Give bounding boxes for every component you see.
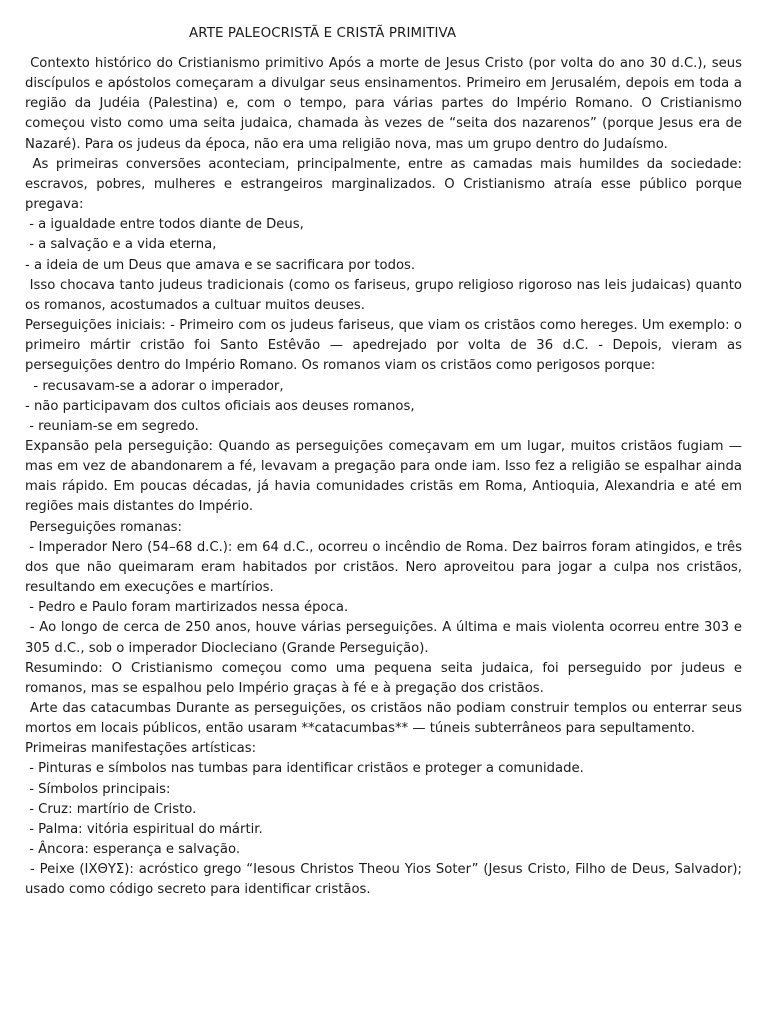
paragraph: - Imperador Nero (54–68 d.C.): em 64 d.C., ocorreu o incêndio de Roma. Dez bairros foram atingidos, e três dos que não queimaram eram habitados por cristãos. Nero aproveitou para jogar a culpa nos cristãos, resultando em execuções e martírios. — [25, 539, 747, 596]
paragraph: - Cruz: martírio de Cristo. — [25, 801, 197, 817]
paragraph: - a ideia de um Deus que amava e se sacrificara por todos. — [25, 257, 416, 273]
paragraph: As primeiras conversões aconteciam, principalmente, entre as camadas mais humildes da sociedade: escravos, pobres, mulheres e estrangeiros marginalizados. O Cristianismo atraía esse público porque pregava: — [25, 156, 747, 213]
paragraph: Resumindo: O Cristianismo começou como uma pequena seita judaica, foi perseguido por judeus e romanos, mas se espalhou pelo Império graças à fé e à pregação dos cristãos. — [25, 660, 747, 696]
paragraph: - Palma: vitória espiritual do mártir. — [25, 821, 263, 837]
paragraph: - a salvação e a vida eterna, — [25, 237, 217, 253]
paragraph: Arte das catacumbas Durante as perseguições, os cristãos não podiam construir templos ou enterrar seus mortos em locais públicos, então usaram **catacumbas** — túneis subterrâneos para sepultamento. — [25, 701, 747, 737]
paragraph: - Peixe (ΙΧΘΥΣ): acróstico grego “Iesous Christos Theou Yios Soter” (Jesus Cristo, Filho de Deus, Salvador); usado como código secreto para identificar cristãos. — [25, 862, 747, 898]
paragraph: - recusavam-se a adorar o imperador, — [25, 378, 284, 394]
paragraph: - a igualdade entre todos diante de Deus, — [25, 217, 304, 233]
paragraph: Perseguições romanas: — [25, 519, 182, 535]
paragraph: - não participavam dos cultos oficiais aos deuses romanos, — [25, 398, 415, 414]
paragraph: Perseguições iniciais: - Primeiro com os judeus fariseus, que viam os cristãos como hereges. Um exemplo: o primeiro mártir cristão foi Santo Estêvão — apedrejado por volta de 36 d.C. - Depois, vieram as perseguições dentro do Império Romano. Os romanos viam os cristãos como perigosos porque: — [25, 318, 747, 374]
document-title: ARTE PALEOCRISTÃ E CRISTÃ PRIMITIVA — [189, 26, 457, 41]
paragraph: - Símbolos principais: — [25, 781, 171, 797]
paragraph: Primeiras manifestações artísticas: — [25, 741, 257, 757]
document-body — [25, 54, 747, 901]
paragraph: - Âncora: esperança e salvação. — [25, 842, 241, 858]
paragraph: Isso chocava tanto judeus tradicionais (como os fariseus, grupo religioso rigoroso nas leis judaicas) quanto os romanos, acostumados a cultuar muitos deuses. — [25, 277, 747, 313]
paragraph: - reuniam-se em segredo. — [25, 418, 199, 434]
paragraph: Contexto histórico do Cristianismo primitivo Após a morte de Jesus Cristo (por volta do ano 30 d.C.), seus discípulos e apóstolos começaram a divulgar seus ensinamentos. Primeiro em Jerusalém, depois em toda a região da Judéia (Palestina) e, com o tempo, para várias partes do Império Romano. O Cristianismo começou visto como uma seita judaica, chamada às vezes de “seita dos nazarenos” (porque Jesus era de Nazaré). Para os judeus da época, não era uma religião nova, mas um grupo dentro do Judaísmo. — [25, 56, 747, 152]
paragraph: - Pinturas e símbolos nas tumbas para identificar cristãos e proteger a comunidade. — [25, 761, 584, 777]
paragraph: - Ao longo de cerca de 250 anos, houve várias perseguições. A última e mais violenta ocorreu entre 303 e 305 d.C., sob o imperador Diocleciano (Grande Perseguição). — [25, 620, 747, 656]
paragraph: Expansão pela perseguição: Quando as perseguições começavam em um lugar, muitos cristãos fugiam — mas em vez de abandonarem a fé, levavam a pregação para onde iam. Isso fez a religião se espalhar ainda mais rápido. Em poucas décadas, já havia comunidades cristãs em Roma, Antioquia, Alexandria e até em regiões mais distantes do Império. — [25, 438, 747, 515]
paragraph: - Pedro e Paulo foram martirizados nessa época. — [25, 600, 349, 616]
